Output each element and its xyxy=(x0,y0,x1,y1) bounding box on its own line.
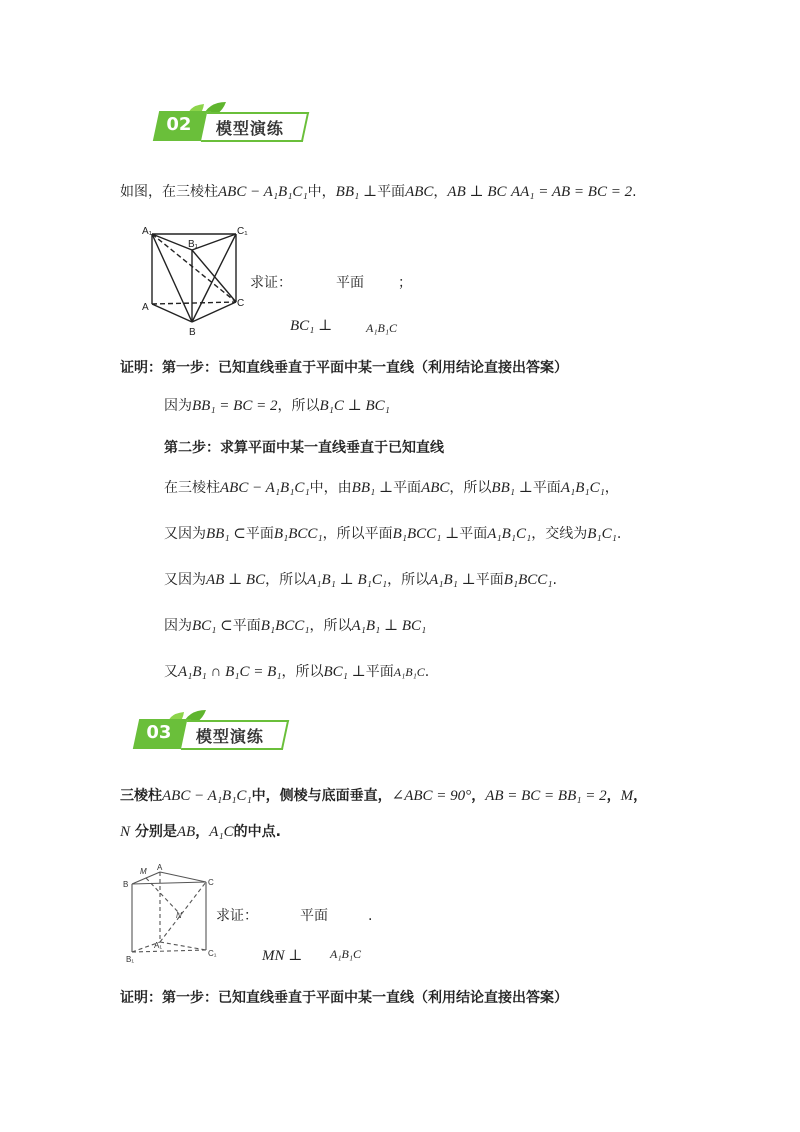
problem-statement-1: 如图，在三棱柱ABC − A₁B₁C₁中，BB₁ ⊥平面ABC，AB ⊥ BC AA₁ = AB = BC = 2. xyxy=(120,184,637,200)
prove-rhs-2: A₁B₁C xyxy=(330,947,362,961)
vertex-b1: B₁ xyxy=(188,239,199,250)
vertex-c: C xyxy=(208,878,214,887)
vertex-b: B xyxy=(123,880,129,889)
problem-statement-2-line1: 三棱柱ABC − A₁B₁C₁中，侧棱与底面垂直，∠ABC = 90°，AB = BC = BB₁ = 2，M， xyxy=(120,788,648,804)
vertex-m: M xyxy=(140,867,147,876)
step2-heading: 第二步：求算平面中某一直线垂直于已知直线 xyxy=(164,440,444,456)
vertex-b: B xyxy=(189,327,196,338)
vertex-c1: C₁ xyxy=(208,949,217,958)
prove-lhs-1: BC₁ ⊥ xyxy=(290,318,333,334)
prism-figure-1 xyxy=(140,222,252,338)
section-badge-02 xyxy=(140,100,310,146)
vertex-c: C xyxy=(237,298,245,309)
vertex-b1: B₁ xyxy=(126,955,135,964)
prism-figure-2 xyxy=(120,862,224,966)
badge-number: 02 xyxy=(153,111,211,141)
prove-lhs-2: MN ⊥ xyxy=(262,948,303,964)
vertex-a: A xyxy=(157,863,163,872)
prove-plane-2: 平面 xyxy=(300,908,328,924)
prove-semicolon-1: ； xyxy=(398,275,412,291)
proof-line-4: 又因为AB ⊥ BC，所以A₁B₁ ⊥ B₁C₁，所以A₁B₁ ⊥平面B₁BCC₁. xyxy=(164,572,557,588)
prove-plane-1: 平面 xyxy=(336,275,364,291)
step1-heading-2: 证明：第一步：已知直线垂直于平面中某一直线（利用结论直接出答案） xyxy=(120,990,568,1006)
vertex-c1: C₁ xyxy=(237,226,248,237)
proof-line-2: 在三棱柱ABC − A₁B₁C₁中，由BB₁ ⊥平面ABC，所以BB₁ ⊥平面A₁B₁C₁， xyxy=(164,480,619,496)
proof-line-1: 因为BB₁ = BC = 2，所以B₁C ⊥ BC₁ xyxy=(164,398,390,414)
problem-statement-2-line2: N 分别是AB，A₁C的中点. xyxy=(120,824,281,840)
vertex-a1: A₁ xyxy=(142,226,153,237)
vertex-n: N xyxy=(176,911,182,920)
proof-line-3: 又因为BB₁ ⊂平面B₁BCC₁，所以平面B₁BCC₁ ⊥平面A₁B₁C₁，交线为B₁C₁. xyxy=(164,526,622,542)
prove-label-2: 求证： xyxy=(216,908,258,924)
vertex-a1: A₁ xyxy=(154,941,163,950)
prove-period-2: . xyxy=(368,908,373,924)
prove-rhs-1: A₁B₁C xyxy=(366,321,398,335)
badge-title: 模型演练 xyxy=(201,112,309,142)
vertex-a: A xyxy=(142,302,149,313)
step1-heading-1: 证明：第一步：已知直线垂直于平面中某一直线（利用结论直接出答案） xyxy=(120,360,568,376)
badge-number: 03 xyxy=(133,719,191,749)
proof-line-6: 又A₁B₁ ∩ B₁C = B₁，所以BC₁ ⊥平面A₁B₁C. xyxy=(164,664,430,680)
proof-line-5: 因为BC₁ ⊂平面B₁BCC₁，所以A₁B₁ ⊥ BC₁ xyxy=(164,618,427,634)
badge-title: 模型演练 xyxy=(181,720,289,750)
section-badge-03 xyxy=(120,708,290,754)
prove-label-1: 求证： xyxy=(250,275,292,291)
